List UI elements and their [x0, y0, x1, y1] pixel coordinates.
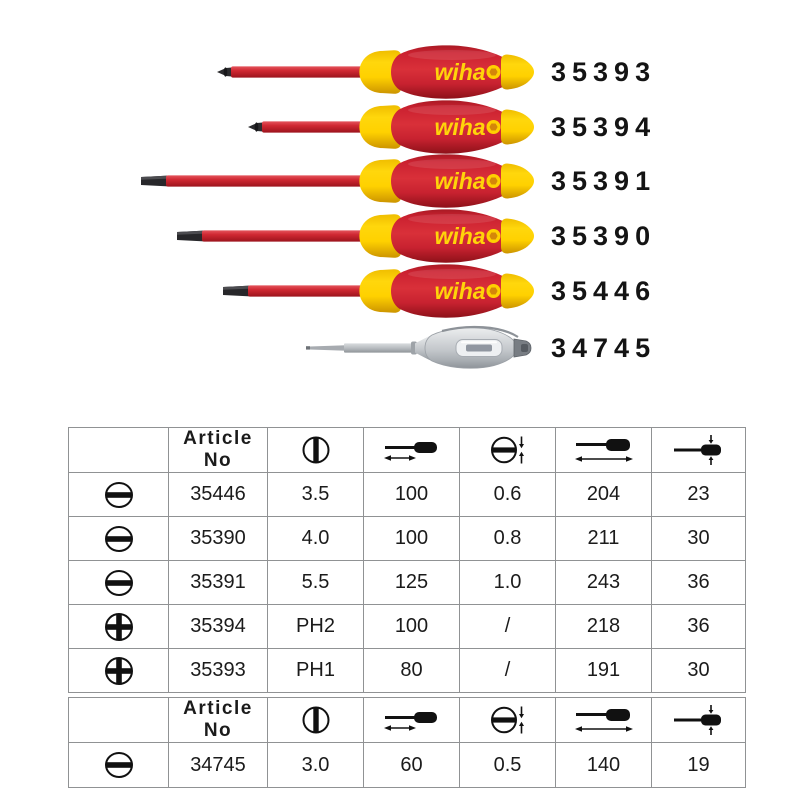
cell-total-length: 218 [556, 605, 652, 649]
spec-table-tester [68, 697, 746, 788]
header-article-no: Article No [169, 428, 268, 473]
cell-slot-thickness: 0.8 [460, 517, 556, 561]
cell-total-length: 140 [556, 743, 652, 788]
article-number-label: 35446 [551, 276, 657, 306]
cell-blade: 3.5 [268, 473, 364, 517]
cell-handle-diameter: 19 [652, 743, 746, 788]
handle-diameter-icon [652, 698, 746, 743]
cell-article: 35393 [169, 649, 268, 693]
cell-blade: PH2 [268, 605, 364, 649]
cell-blade-length: 100 [364, 605, 460, 649]
table-row [69, 649, 746, 693]
cell-total-length: 211 [556, 517, 652, 561]
cell-article: 34745 [169, 743, 268, 788]
handle-diameter-icon [652, 428, 746, 473]
slot-thickness-icon [460, 428, 556, 473]
phillips-icon [69, 605, 169, 649]
cell-blade: PH1 [268, 649, 364, 693]
cell-handle-diameter: 30 [652, 517, 746, 561]
article-number-label: 34745 [551, 333, 657, 363]
screwdriver-image-35393 [217, 42, 535, 102]
cell-slot-thickness: 0.6 [460, 473, 556, 517]
cell-total-length: 191 [556, 649, 652, 693]
cell-blade-length: 100 [364, 473, 460, 517]
cell-blade-length: 60 [364, 743, 460, 788]
screwdriver-image-35394 [248, 97, 535, 157]
table-row [69, 561, 746, 605]
cell-handle-diameter: 36 [652, 605, 746, 649]
total-length-icon [556, 428, 652, 473]
tester-tip [306, 345, 346, 351]
slotted-icon [69, 517, 169, 561]
table-row [69, 605, 746, 649]
cell-article: 35390 [169, 517, 268, 561]
table-row [69, 743, 746, 788]
table-header-row [69, 698, 746, 743]
cell-slot-thickness: / [460, 649, 556, 693]
cell-article: 35394 [169, 605, 268, 649]
blade-cross-section-icon [268, 698, 364, 743]
cell-handle-diameter: 30 [652, 649, 746, 693]
phillips-icon [69, 649, 169, 693]
cell-slot-thickness: 1.0 [460, 561, 556, 605]
slot-thickness-icon [460, 698, 556, 743]
blade-length-icon [364, 698, 460, 743]
cell-blade-length: 80 [364, 649, 460, 693]
screwdriver-image-35446 [222, 261, 535, 321]
blade-cross-section-icon [268, 428, 364, 473]
cell-blade: 3.0 [268, 743, 364, 788]
voltage-tester-image-34745 [300, 318, 535, 378]
cell-total-length: 243 [556, 561, 652, 605]
header-article-no: Article No [169, 698, 268, 743]
cell-handle-diameter: 36 [652, 561, 746, 605]
blade-length-icon [364, 428, 460, 473]
article-number-label: 35393 [551, 57, 657, 87]
table-row [69, 517, 746, 561]
screwdriver-image-35391 [140, 151, 535, 211]
article-number-label: 35391 [551, 166, 657, 196]
cell-total-length: 204 [556, 473, 652, 517]
header-empty-cell [69, 428, 169, 473]
slotted-icon [69, 561, 169, 605]
cell-article: 35391 [169, 561, 268, 605]
cell-blade: 5.5 [268, 561, 364, 605]
article-number-label: 35390 [551, 221, 657, 251]
table-header-row [69, 428, 746, 473]
article-number-label: 35394 [551, 112, 657, 142]
screwdriver-image-35390 [176, 206, 535, 266]
cell-slot-thickness: 0.5 [460, 743, 556, 788]
cell-article: 35446 [169, 473, 268, 517]
cell-slot-thickness: / [460, 605, 556, 649]
cell-blade-length: 100 [364, 517, 460, 561]
spec-table-main [68, 427, 746, 693]
total-length-icon [556, 698, 652, 743]
cell-handle-diameter: 23 [652, 473, 746, 517]
header-empty-cell [69, 698, 169, 743]
cell-blade: 4.0 [268, 517, 364, 561]
slotted-icon [69, 473, 169, 517]
table-row [69, 473, 746, 517]
slotted-icon [69, 743, 169, 788]
cell-blade-length: 125 [364, 561, 460, 605]
